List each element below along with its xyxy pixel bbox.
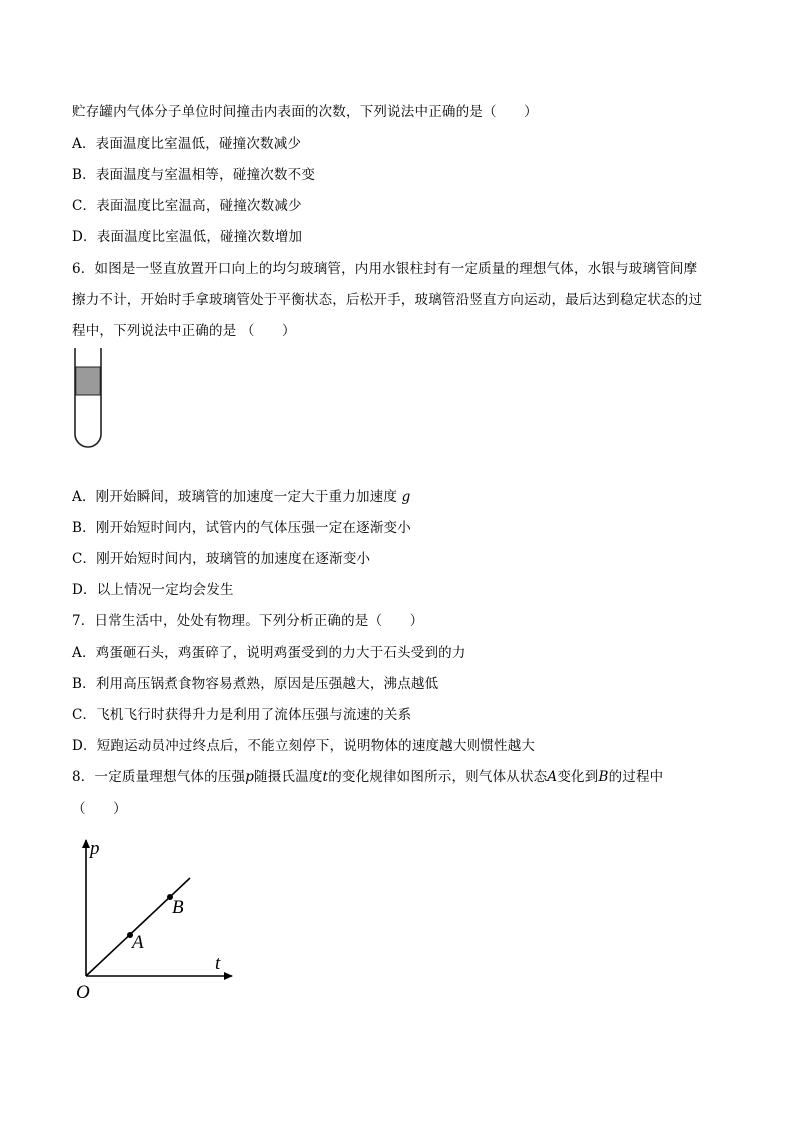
q6-stem-line-1: 6．如图是一竖直放置开口向上的均匀玻璃管，内用水银柱封有一定质量的理想气体，水银与玻璃管间摩: [72, 261, 698, 277]
q8-stem-part: 8．一定质量理想气体的压强: [72, 769, 246, 785]
intro-option-d: D．表面温度比室温低，碰撞次数增加: [72, 229, 303, 245]
q7-option-a: A．鸡蛋砸石头，鸡蛋碎了，说明鸡蛋受到的力大于石头受到的力: [72, 645, 466, 661]
q6-option-a-text: A．刚开始瞬间，玻璃管的加速度一定大于重力加速度: [72, 489, 398, 505]
q8-stem-part: 的变化规律如图所示，则气体从状态: [328, 769, 548, 785]
q6-option-a: [72, 488, 410, 506]
q7-option-c: C．飞机飞行时获得升力是利用了流体压强与流速的关系: [72, 707, 412, 723]
intro-option-a: A．表面温度比室温低，碰撞次数减少: [72, 136, 302, 152]
glass-tube-figure: [72, 348, 106, 452]
mercury-column: [76, 367, 100, 395]
origin-label: O: [76, 982, 90, 1003]
q6-stem-line-3: 程中，下列说法中正确的是 （ ）: [72, 323, 296, 339]
q7-option-d: D．短跑运动员冲过终点后，不能立刻停下，说明物体的速度越大则惯性越大: [72, 738, 536, 754]
gravity-symbol: g: [401, 489, 411, 505]
q8-stem: [72, 768, 663, 786]
pressure-symbol: p: [245, 769, 255, 785]
q8-answer-paren: （ ）: [72, 801, 127, 817]
q8-stem-part: 的过程中: [608, 769, 664, 785]
glass-tube-outline: [75, 348, 101, 447]
intro-line: 贮存罐内气体分子单位时间撞击内表面的次数，下列说法中正确的是（ ）: [72, 104, 538, 120]
point-b-label: B: [172, 897, 184, 918]
y-axis-label: p: [90, 838, 100, 859]
q7-option-b: B．利用高压锅煮食物容易煮熟，原因是压强越大，沸点越低: [72, 676, 439, 692]
q7-stem: 7．日常生活中，处处有物理。下列分析正确的是（ ）: [72, 613, 424, 629]
x-axis-label: t: [215, 953, 221, 974]
point-a-label: A: [132, 932, 144, 953]
state-b-symbol: B: [598, 769, 609, 785]
pt-line: [86, 878, 190, 976]
p-t-graph: [66, 830, 246, 1005]
q8-stem-part: 变化到: [557, 769, 599, 785]
temperature-symbol: t: [322, 769, 329, 785]
q6-option-c: C．刚开始短时间内，玻璃管的加速度在逐渐变小: [72, 551, 371, 567]
q6-option-d: D．以上情况一定均会发生: [72, 582, 234, 598]
intro-option-c: C．表面温度比室温高，碰撞次数减少: [72, 198, 302, 214]
state-a-symbol: A: [547, 769, 558, 785]
q8-stem-part: 随摄氏温度: [254, 769, 323, 785]
q6-option-b: B．刚开始短时间内，试管内的气体压强一定在逐渐变小: [72, 520, 411, 536]
intro-option-b: B．表面温度与室温相等，碰撞次数不变: [72, 167, 316, 183]
q6-stem-line-2: 擦力不计，开始时手拿玻璃管处于平衡状态，后松开手，玻璃管沿竖直方向运动，最后达到稳定状态的过: [72, 292, 703, 308]
